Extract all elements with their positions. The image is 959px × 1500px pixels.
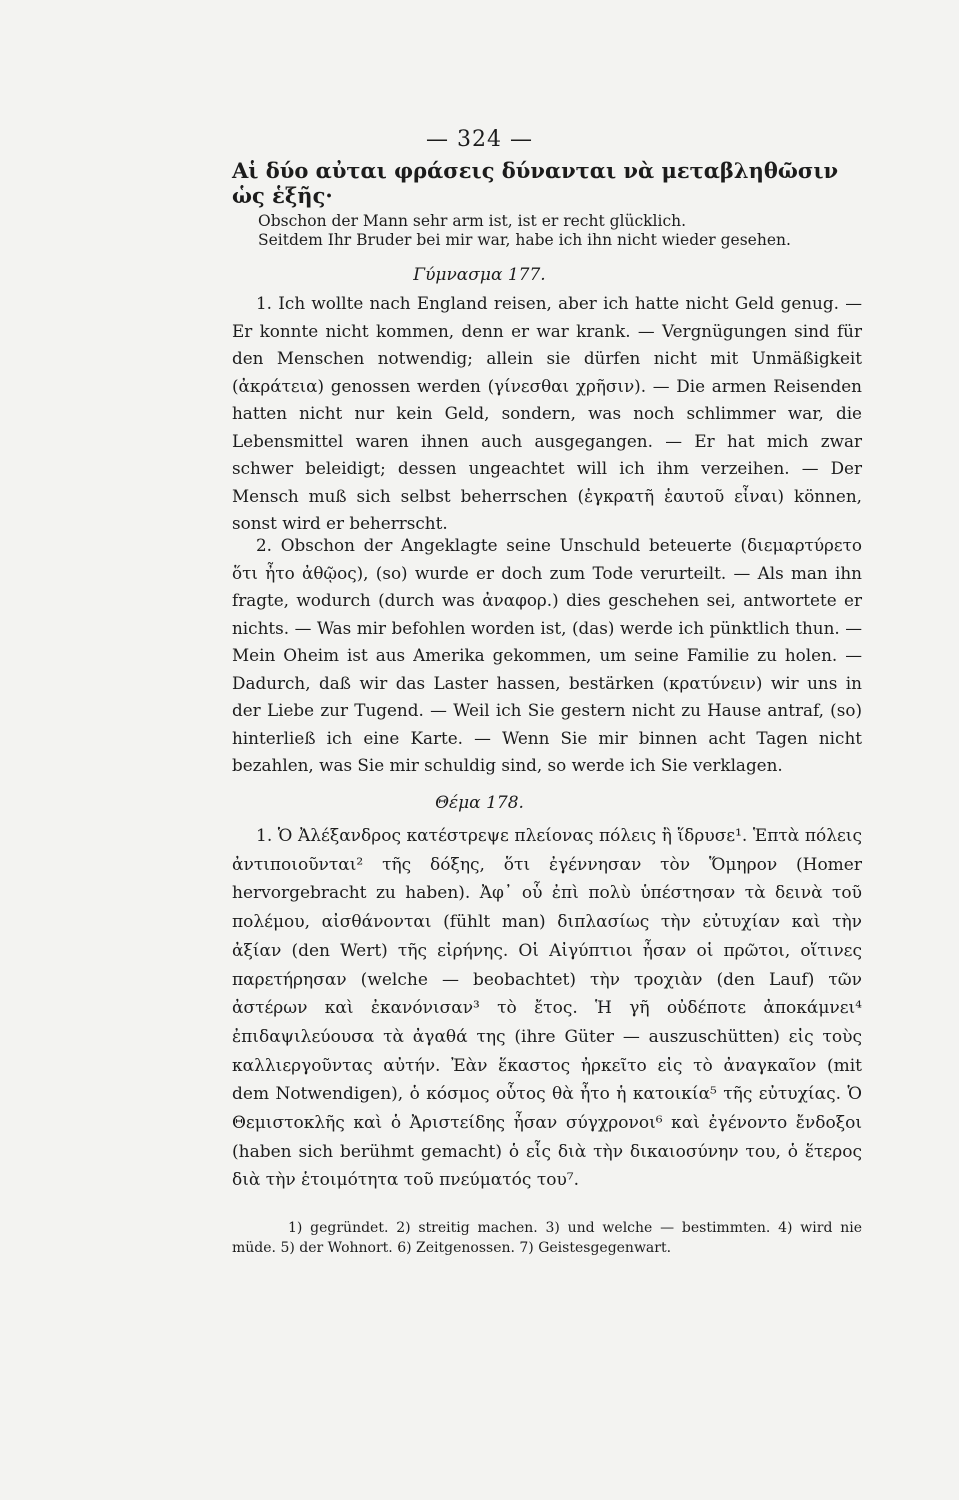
example-line-2: Seitdem Ihr Bruder bei mir war, habe ich ihn nicht wieder gesehen.	[258, 231, 791, 249]
example-line-1: Obschon der Mann sehr arm ist, ist er recht glücklich.	[258, 212, 687, 230]
theme-178-paragraph-1: 1. Ὁ Ἀλέξανδρος κατέστρεψε πλείονας πόλεις ἢ ἵδρυσε¹. Ἑπτὰ πόλεις ἀντιποιοῦνται² τῆς δόξης, ὅτι ἐγέννησαν τὸν Ὅμηρον (Homer hervorgebracht zu haben). Ἀφ᾽ οὗ ἐπὶ πολὺ ὑπέστησαν τὰ δεινὰ τοῦ πολέμου, αἰσθάνονται (fühlt man) διπλασίως τὴν εὐτυχίαν καὶ τὴν ἀξίαν (den Wert) τῆς εἰρήνης. Οἱ Αἰγύπτιοι ἦσαν οἱ πρῶτοι, οἵτινες παρετήρησαν (welche — beobachtet) τὴν τροχιὰν (den Lauf) τῶν ἀστέρων καὶ ἐκανόνισαν³ τὸ ἔτος. Ἡ γῆ οὐδέποτε ἀποκάμνει⁴ ἐπιδαψιλεύουσα τὰ ἀγαθά της (ihre Güter — auszuschütten) εἰς τοὺς καλλιεργοῦντας αὐτήν. Ἐὰν ἕκαστος ἠρκεῖτο εἰς τὸ ἀναγκαῖον (mit dem Notwendigen), ὁ κόσμος οὗτος θὰ ἦτο ἡ κατοικία⁵ τῆς εὐτυχίας. Ὁ Θεμιστοκλῆς καὶ ὁ Ἀριστείδης ἦσαν σύγχρονοι⁶ καὶ ἐγένοντο ἔνδοξοι (haben sich berühmt gemacht) ὁ εἷς διὰ τὴν δικαιοσύνην του, ὁ ἕτερος διὰ τὴν ἑτοιμότητα τοῦ πνεύματός του⁷.	[232, 826, 862, 1191]
page-number: — 324 —	[426, 127, 533, 152]
example-block	[232, 212, 862, 250]
exercise-177-heading: Γύμνασμα 177.	[413, 265, 546, 285]
exercise-177-paragraph-1: 1. Ich wollte nach England reisen, aber ich hatte nicht Geld genug. — Er konnte nicht kommen, denn er war krank. — Vergnügungen sind für den Menschen notwendig; allein sie dürfen nicht mit Unmäßigkeit (ἀκράτεια) genossen werden (γίνεσθαι χρῆσιν). — Die armen Reisenden hatten nicht nur kein Geld, sondern, was noch schlimmer war, die Lebensmittel waren ihnen auch ausgegangen. — Er hat mich zwar schwer beleidigt; dessen ungeachtet will ich ihm verzeihen. — Der Mensch muß sich selbst beherrschen (ἐγκρατῆ ἑαυτοῦ εἶναι) können, sonst wird er beherrscht.	[232, 293, 862, 533]
intro-line: Αἱ δύο αὐται φράσεις δύνανται νὰ μεταβληθῶσιν ὡς ἑξῆς·	[232, 158, 839, 208]
theme-178-heading: Θέμα 178.	[435, 793, 524, 813]
exercise-177-paragraph-2: 2. Obschon der Angeklagte seine Unschuld beteuerte (διεμαρτύρετο ὅτι ἦτο ἀθῷος), (so) wurde er doch zum Tode verurteilt. — Als man ihn fragte, wodurch (durch was ἀναφορ.) dies geschehen sei, antwortete er nichts. — Was mir befohlen worden ist, (das) werde ich pünktlich thun. — Mein Oheim ist aus Amerika gekommen, um seine Familie zu holen. — Dadurch, daß wir das Laster hassen, bestärken (κρατύνειν) wir uns in der Liebe zur Tugend. — Weil ich Sie gestern nicht zu Hause antraf, (so) hinterließ ich eine Karte. — Wenn Sie mir binnen acht Tagen nicht bezahlen, was Sie mir schuldig sind, so werde ich Sie verklagen.	[232, 535, 862, 775]
footnotes: 1) gegründet. 2) streitig machen. 3) und welche — bestimmten. 4) wird nie müde. 5) der Wohnort. 6) Zeitgenossen. 7) Geistesgegenwart.	[232, 1220, 862, 1256]
